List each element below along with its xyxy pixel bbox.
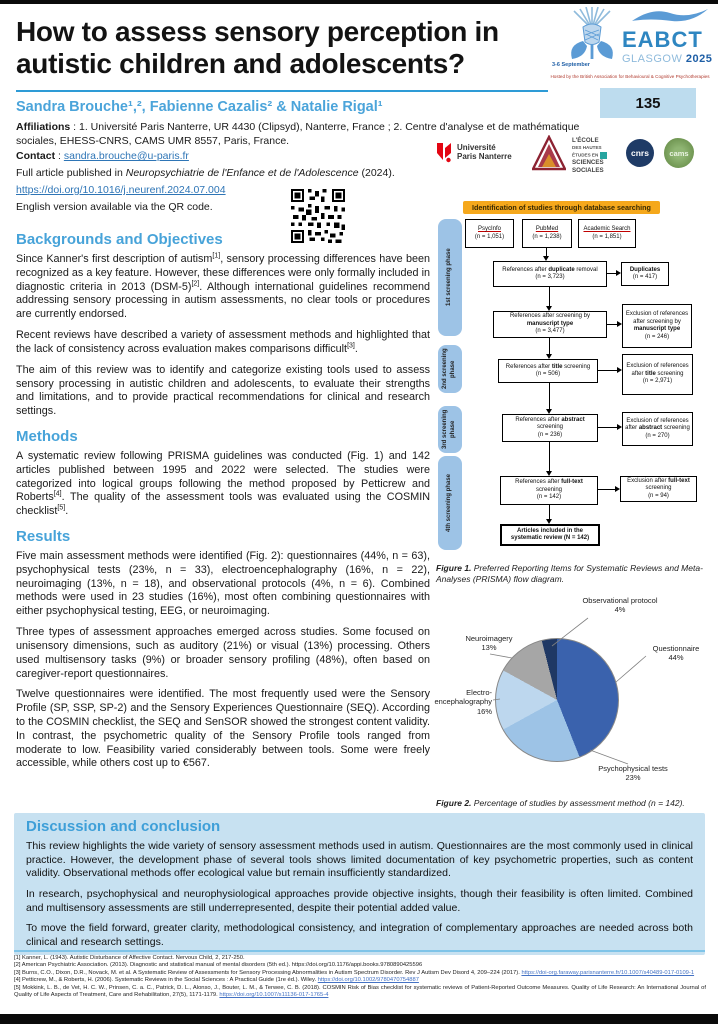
connector (549, 383, 550, 409)
box-title-exclusion: Exclusion of references after title screening (n = 2,971) (622, 354, 693, 395)
prisma-header: Identification of studies through database searching (463, 201, 660, 214)
ecole-line5: SOCIALES (572, 166, 604, 174)
reference-link[interactable]: https://doi-org.faraway.parisnanterre.fr/10.1007/s40489-017-0109-1 (521, 969, 695, 976)
discussion-paragraph-1: This review highlights the wide variety of sensory assessment methods used in autism. Questionnaires are the most commonly used in clinical practice. However, the development phase of several tools shows limited documentation of key psychometric properties, such as content validity. Observational methods offer ecological value but remain insufficiently standardized. (26, 840, 693, 880)
arrowhead (546, 409, 552, 414)
ecole-line3: ÉTUDES EN (572, 152, 607, 159)
logo-universite-paris-nanterre (436, 141, 512, 163)
connector (598, 370, 617, 371)
title-divider (16, 90, 548, 92)
arrowhead (543, 256, 549, 261)
psycinfo-n: (n = 1,051) (474, 233, 505, 240)
results-paragraph-1: Five main assessment methods were identified (Fig. 2): questionnaires (44%, n = 63), psychophysical tests (23%, n = 33), electroencephalography (16%, n = 22), neuroimaging (13%, n = 18), and observational protocols (4%, n = 6). Combined methods were used in 23 studies (16%), most often combining questionnaires with either psychophysical testing, EEG, or neuroimaging. (16, 550, 430, 618)
pie-label-neuroimagery: Neuroimagery 13% (465, 634, 513, 653)
bird-icon (628, 5, 712, 25)
box-duplicates: Duplicates (n = 417) (621, 262, 669, 286)
teal-square-icon (600, 152, 607, 159)
bottom-border-bar (0, 1014, 718, 1024)
arrowhead (546, 519, 552, 524)
phase-label-4: 4th screening phase (438, 456, 462, 550)
figure1-text: Preferred Reporting Items for Systematic Reviews and Meta-Analyses (PRISMA) flow diagram. (436, 563, 703, 585)
results-paragraph-3: Twelve questionnaires were identified. The most frequently used were the Sensory Profile (SP, SSP, SP-2) and the Sensory Experiences Questionnaire (SEQ). According to the COSMIN checklist, the SEQ and SenSOR showed the strongest content validity. In contrast, the psychometric quality of the Sensory Profile tools ranged from moderate to low. Feasibility varied considerably between tools. Some were freely accessible, while others cost up to €567. (16, 688, 430, 770)
source-box-psycinfo (465, 219, 514, 248)
discussion-paragraph-3: To move the field forward, greater clarity, methodological consistency, and integration of complementary approaches are needed across both clinical and research settings. (26, 922, 693, 948)
article-post: (2024). (358, 167, 395, 179)
connector (607, 324, 617, 325)
qr-note: English version available via the QR code. (16, 201, 213, 213)
article-pre: Full article published in (16, 167, 126, 179)
section-heading-background: Backgrounds and Objectives (16, 231, 223, 248)
box-title-screening: References after title screening (n = 506) (498, 359, 598, 383)
discussion-section (14, 813, 705, 955)
reference-item: [5] Mokkink, L. B., de Vet, H. C. W., Prinsen, C. a. C., Patrick, D. L., Alonso, J., Bouter, L. M., & Terwee, C. B. (2018). COSMIN Risk of Bias checklist for systematic reviews of Patient-Reported Outcome Measures. Quality of Life Research: An International Journal of Quality of Life Aspects of Treatment, Care and Rehabilitation, 27(5), 1171-1179. https://doi.org/10.1007/s11136-017-1765-4 (14, 984, 706, 999)
conference-year: 2025 (685, 53, 713, 65)
article-line (16, 167, 436, 179)
box-manuscript-exclusion: Exclusion of references after screening by manuscript type (n = 246) (622, 304, 692, 348)
box-abstract-exclusion: Exclusion of references after abstract screening (n = 270) (622, 412, 693, 446)
connector (549, 505, 550, 519)
connector (549, 442, 550, 471)
phase-label-3: 3rd screening phase (438, 406, 462, 453)
arrowhead (616, 270, 621, 276)
academic-search-link[interactable]: Academic Search (583, 226, 631, 232)
figure1-caption (436, 563, 708, 585)
pie-label-questionnaire: Questionnaire 44% (652, 644, 700, 663)
pie-label-observational: Observational protocol 4% (582, 596, 658, 615)
doi-line (16, 184, 436, 196)
ecole-line2: DES HAUTES (572, 145, 602, 151)
methods-paragraph: A systematic review following PRISMA guidelines was conducted (Fig. 1) and 142 articles published between 1995 and 2022 were selected. The studies were categorized into logical groups following the method proposed by Petticrew and Roberts[4]. The quality of the assessment tools was evaluated using the COSMIN checklist[5]. (16, 449, 430, 518)
section-heading-methods: Methods (16, 427, 78, 445)
authors-line: Sandra Brouche¹,², Fabienne Cazalis² & Natalie Rigal¹ (16, 99, 383, 115)
source-box-pubmed (522, 219, 572, 248)
arrowhead (546, 306, 552, 311)
affiliations-label: Affiliations (16, 121, 71, 133)
results-paragraph-2: Three types of assessment approaches emerged across studies. Some focused on unisensory dimensions, such as auditory (21%) or visual (13%) processing. Others used multisensory tasks (9%) or broader sensory profiling (48%), often based on caregiver-report questionnaires. (16, 626, 430, 680)
conference-city: GLASGOW (622, 53, 683, 65)
phase-label-1: 1st screening phase (438, 219, 462, 336)
reference-item: [2] American Psychiatric Association. (2013). Diagnostic and statistical manual of mental disorders (5th ed.). https://doi.org/10.1176/appi.books.9780890425596 (14, 962, 423, 969)
logo-cnrs: cnrs (626, 139, 654, 167)
main-text-column (16, 222, 430, 778)
figure1-label: Figure 1. (436, 563, 472, 573)
box-duplicate-removal: References after duplicate removal (n = 3,723) (493, 261, 607, 287)
conference-tagline: Hosted by the British Association for Behavioural & Cognitive Psychotherapies (550, 74, 710, 79)
source-box-academic-search (578, 219, 636, 248)
box-manuscript-screening: References after screening by manuscript type (n = 3,477) (493, 311, 607, 338)
ecole-line1: L'ÉCOLE (572, 137, 599, 144)
box-abstract-screening: References after abstract screening (n = 236) (502, 414, 598, 442)
connector (549, 287, 550, 306)
poster-number-badge: 135 (600, 88, 696, 118)
prisma-flow-diagram (432, 198, 716, 558)
contact-label: Contact (16, 150, 56, 162)
box-articles-included: Articles included in the systematic review (N = 142) (500, 524, 600, 546)
conference-acronym: EABCT (622, 27, 703, 52)
box-fulltext-exclusion: Exclusion after full-text screening (n = 94) (620, 476, 697, 502)
arrowhead (617, 367, 622, 373)
contact-line (16, 150, 436, 162)
background-paragraph-2: Recent reviews have described a variety of assessment methods and highlighted that the lack of consistency across evaluation makes comparisons difficult[3]. (16, 329, 430, 355)
affiliations-text: : 1. Université Paris Nanterre, UR 4430 (Clipsyd), Nanterre, France ; 2. Centre d'analyse et de mathématique sociales, EHESS-CNRS, CAMS UMR 8557, Paris, France. (16, 121, 580, 147)
connector (546, 248, 547, 256)
pubmed-link[interactable]: PubMed (535, 226, 559, 232)
reference-link[interactable]: https://doi.org/10.1007/s11136-017-1765-4 (219, 992, 329, 999)
reference-link[interactable]: https://doi.org/10.1002/9780470754887 (317, 977, 419, 984)
connector (598, 427, 617, 428)
pie-label-psychophysical: Psychophysical tests 23% (598, 764, 668, 783)
partner-logos (436, 133, 716, 181)
discussion-divider (14, 950, 705, 952)
ecole-line4: SCIENCES (572, 158, 604, 166)
upn-mark-icon (436, 141, 454, 163)
phase-label-2: 2nd screening phase (438, 345, 462, 393)
upn-name-line2: Paris Nanterre (457, 152, 512, 161)
connector (607, 273, 616, 274)
reference-item: [3] Burns, C.O., Dixon, D.R., Novack, M. et al. A Systematic Review of Assessments for Sensory Processing Abnormalities in Autism Spectrum Disorder. Rev J Autism Dev Disord 4, 209–224 (2017). https://doi-org.faraway.parisnanterre.fr/10.1007/s40489-017-0109-1 (14, 969, 695, 976)
background-paragraph-3: The aim of this review was to identify and categorize existing tools used to assess sensory processing in autistic children and adolescents, to evaluate their strengths and limitations, and to provide practical recommendations for clinical and research settings. (16, 363, 430, 418)
discussion-paragraph-2: In research, psychophysical and neurophysiological approaches provide objective insights, though their feasibility is often limited. Combined and multisensory assessments are still underrepresented, despite their potential added value. (26, 887, 693, 914)
background-paragraph-1: Since Kanner's first description of autism[1], sensory processing differences have been recognized as a key feature. However, these differences were only formally included in diagnostic criteria in 2013 (DSM-5)[2]. Although international guidelines recommend addressing sensory processing in autism assessments, no clear tools or procedures are currently endorsed. (16, 252, 430, 321)
arrowhead (617, 321, 622, 327)
figure2-label: Figure 2. (436, 798, 472, 808)
conference-city-year (622, 53, 712, 65)
page-title: How to assess sensory perception in autistic children and adolescents? (16, 16, 499, 80)
journal-name: Neuropsychiatrie de l'Enfance et de l'Adolescence (125, 167, 359, 179)
figure2-text: Percentage of studies by assessment method (n = 142). (471, 798, 685, 808)
section-heading-results: Results (16, 528, 71, 545)
top-border-bar (0, 0, 718, 4)
references-list (14, 955, 706, 999)
contact-email-link[interactable]: sandra.brouche@u-paris.fr (63, 150, 189, 162)
conference-dates: 3-6 September (552, 62, 590, 68)
figure2-caption (436, 798, 714, 809)
logo-ehess-text (572, 137, 607, 175)
pie-label-eeg: Electro-encephalography 16% (434, 688, 492, 716)
upn-name-line1: Université (457, 142, 496, 152)
contact-separator: : (55, 150, 64, 162)
arrowhead (546, 354, 552, 359)
connector (598, 489, 615, 490)
reference-item: [4] Petticrew, M., & Roberts, H. (2006). Systematic Reviews in the Social Sciences : A Practical Guide (1re éd.). Wiley. https://doi.org/10.1002/9780470754887 (14, 977, 419, 984)
arrowhead (617, 424, 622, 430)
section-heading-discussion: Discussion and conclusion (26, 818, 221, 835)
academic-search-n: (n = 1,851) (592, 233, 622, 240)
connector (549, 338, 550, 354)
ehess-triangle-icon (532, 135, 566, 173)
logo-cams: cams (664, 138, 694, 168)
reference-item: [1] Kanner, L. (1943). Autistic Disturbance of Affective Contact. Nervous Child, 2, 217-250. (14, 955, 245, 961)
arrowhead (615, 486, 620, 492)
arrowhead (546, 471, 552, 476)
pubmed-n: (n = 1,238) (532, 233, 562, 240)
doi-link[interactable]: https://doi.org/10.1016/j.neurenf.2024.07.004 (16, 184, 226, 196)
box-fulltext-screening: References after full-text screening (n = 142) (500, 476, 598, 505)
thistle-icon (566, 7, 618, 69)
psycinfo-link[interactable]: PsycInfo (477, 226, 501, 232)
conference-logo (544, 5, 716, 85)
figure2-pie-chart (430, 592, 715, 797)
